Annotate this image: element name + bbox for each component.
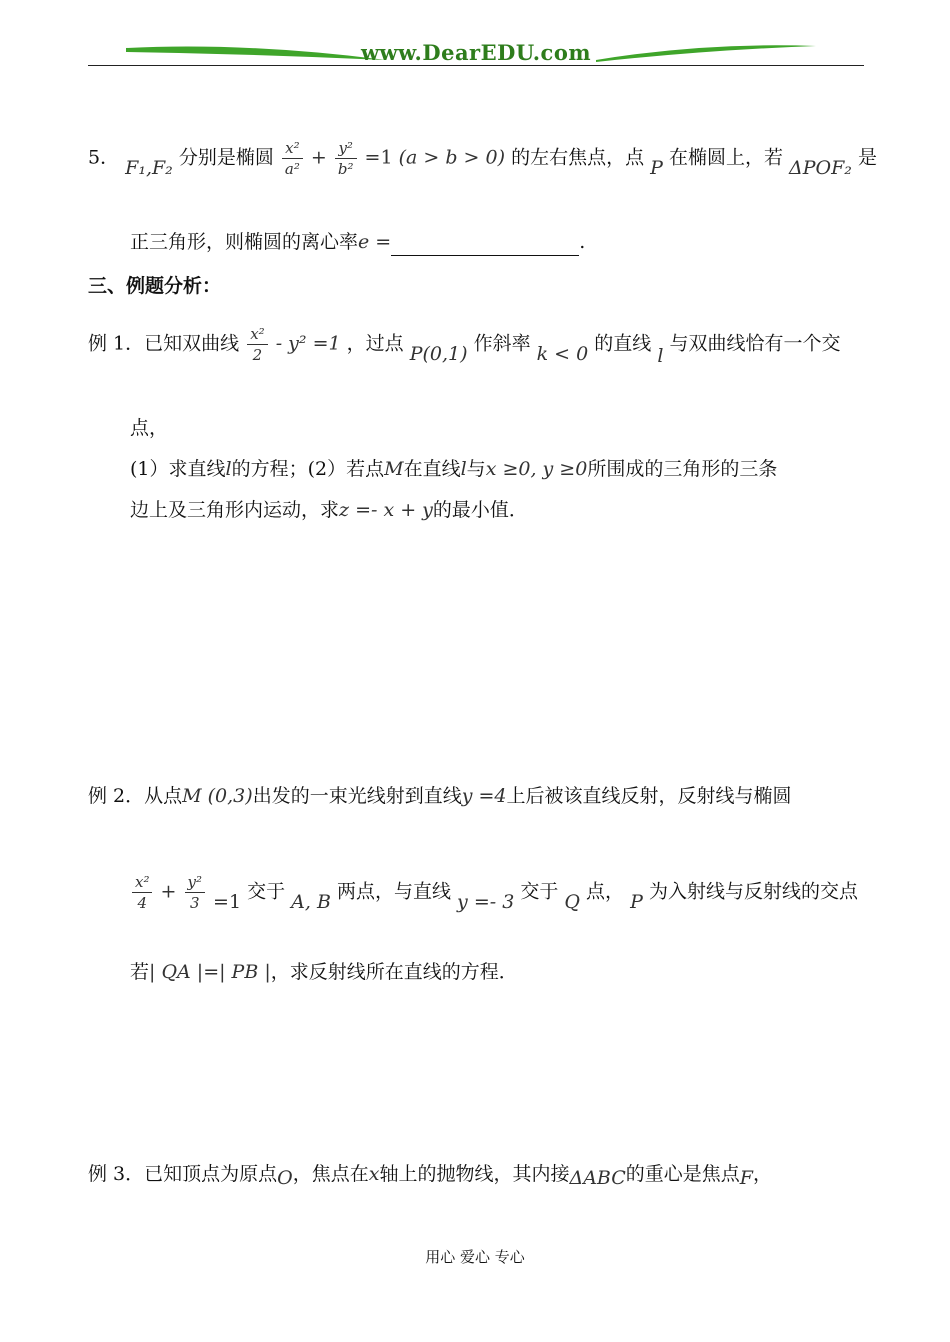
q5-text-2: 的左右焦点，点 — [511, 146, 645, 169]
q5-eccentricity: e = — [358, 231, 392, 253]
ex2-point-q: Q — [564, 890, 580, 913]
ex1-text-2: 作斜率 — [473, 332, 531, 355]
ex1-line3-l2: l — [460, 458, 467, 480]
ex1-line3-l: l — [225, 458, 232, 480]
ex1-line4-a: 边上及三角形内运动，求 — [130, 499, 340, 521]
section-heading: 三、例题分析： — [88, 275, 222, 297]
ex3-focus: F — [739, 1167, 753, 1189]
ex3-triangle: ΔABC — [569, 1167, 626, 1189]
ex2-text-2: 上后被该直线反射，反射线与椭圆 — [506, 785, 792, 807]
ex2-line-1 — [88, 782, 792, 810]
ex1-line-1 — [88, 324, 840, 365]
ex1-line3-e: 所围成的三角形的三条 — [587, 458, 778, 480]
ex1-line3-cond: x ≥0, y ≥0 — [485, 458, 588, 480]
q5-ellipse-a: a² — [284, 160, 300, 178]
page-header — [88, 34, 864, 74]
ex1-slope: k < 0 — [536, 342, 589, 365]
ex2-line-2 — [130, 872, 858, 913]
ex2-line-3 — [130, 958, 518, 986]
ex3-text-3: 的重心是焦点 — [625, 1163, 740, 1185]
q5-ellipse-b: b² — [337, 160, 354, 178]
q5-ellipse-x: x² — [285, 139, 300, 157]
q5-condition: (a > b > 0) — [398, 146, 506, 169]
header-rule — [88, 65, 864, 66]
ex2-eq1: =1 — [213, 890, 242, 913]
q5-line2-text: 正三角形，则椭圆的离心率 — [130, 231, 359, 253]
ex3-text-1: ，焦点在 — [292, 1163, 369, 1185]
ex2-ey: y² — [187, 873, 202, 891]
ex2-e4: 4 — [137, 894, 148, 912]
q5-plus: + — [310, 146, 327, 169]
q5-text-1: 分别是椭圆 — [178, 146, 274, 169]
ex2-line-y4: y =4 — [461, 785, 507, 807]
ex2-text-3: 交于 — [247, 880, 286, 903]
ex2-ex: x² — [135, 873, 150, 891]
ellipse-fraction-x — [282, 138, 303, 179]
q5-text-4: 是 — [857, 146, 877, 169]
ex1-line3-m: M — [384, 458, 404, 480]
ex2-text-1: 出发的一束光线射到直线 — [252, 785, 462, 807]
q5-line-2 — [130, 228, 585, 256]
ellipse-fraction-y — [335, 138, 357, 179]
ex1-line-2: 点， — [130, 417, 169, 439]
ex2-text-6: 点， — [586, 880, 625, 903]
ex1-hx: x² — [250, 325, 265, 343]
site-logo: www.DearEDU.com — [360, 40, 592, 65]
ex3-label: 例 3．已知顶点为原点 — [88, 1163, 278, 1185]
ex1-text-4: 与双曲线恰有一个交 — [669, 332, 841, 355]
ex2-label: 例 2．从点 — [88, 785, 183, 807]
ex2-text-7: 为入射线与反射线的交点 — [648, 880, 858, 903]
ex1-line3-d: 与 — [466, 458, 486, 480]
ex2-line3-b: ，求反射线所在直线的方程． — [270, 961, 518, 983]
ex2-points-ab: A, B — [291, 890, 331, 913]
ex2-ellipse-fraction-x — [132, 872, 152, 913]
q5-text-3: 在椭圆上，若 — [668, 146, 783, 169]
ex2-ellipse-fraction-y — [185, 872, 206, 913]
ex2-point-m: M (0,3) — [182, 785, 253, 807]
ex1-line3-a: (1）求直线 — [130, 458, 226, 480]
q5-eq1: =1 — [364, 146, 393, 169]
ex2-line3-m: | QA |=| PB | — [149, 961, 271, 983]
page-footer: 用心 爱心 专心 — [425, 1248, 525, 1266]
ex2-text-4: 两点，与直线 — [336, 880, 451, 903]
ex3-line-1 — [88, 1160, 772, 1188]
q5-number: 5． — [88, 146, 120, 169]
ex2-text-5: 交于 — [520, 880, 559, 903]
ex1-line4-z: z =- x + y — [339, 499, 433, 521]
ex1-text-3: 的直线 — [594, 332, 652, 355]
q5-triangle: ΔPOF₂ — [789, 156, 852, 179]
ex1-line4-b: 的最小值． — [432, 499, 528, 521]
q5-foci: F₁,F₂ — [125, 156, 173, 179]
ex1-line3-c: 在直线 — [403, 458, 461, 480]
ex2-line-ym3: y =- 3 — [457, 890, 515, 913]
ex3-x: x — [368, 1163, 380, 1185]
answer-blank[interactable] — [391, 235, 579, 256]
ex1-line-3 — [130, 455, 777, 483]
ex1-line-l: l — [657, 344, 664, 367]
ex1-text-1: ，过点 — [346, 332, 404, 355]
q5-line-1 — [88, 138, 877, 179]
q5-line2-end: . — [579, 231, 586, 253]
ex3-origin: O — [277, 1167, 293, 1189]
ex1-hy: - y² =1 — [275, 332, 341, 355]
ex1-line3-b: 的方程；(2）若点 — [231, 458, 385, 480]
ex1-label: 例 1．已知双曲线 — [88, 332, 240, 355]
q5-ellipse-y: y² — [338, 139, 353, 157]
ex3-text-4: ， — [752, 1163, 772, 1185]
q5-point-p: P — [650, 156, 663, 179]
ex2-point-p: P — [630, 890, 643, 913]
hyperbola-fraction — [247, 324, 267, 365]
ex1-h2: 2 — [252, 346, 263, 364]
ex2-e3: 3 — [189, 894, 200, 912]
ex3-text-2: 轴上的抛物线，其内接 — [379, 1163, 570, 1185]
ex2-line3-a: 若 — [130, 961, 150, 983]
ex1-point: P(0,1) — [409, 342, 468, 365]
ex2-plus: + — [160, 880, 177, 903]
ex1-line-4 — [130, 496, 528, 524]
